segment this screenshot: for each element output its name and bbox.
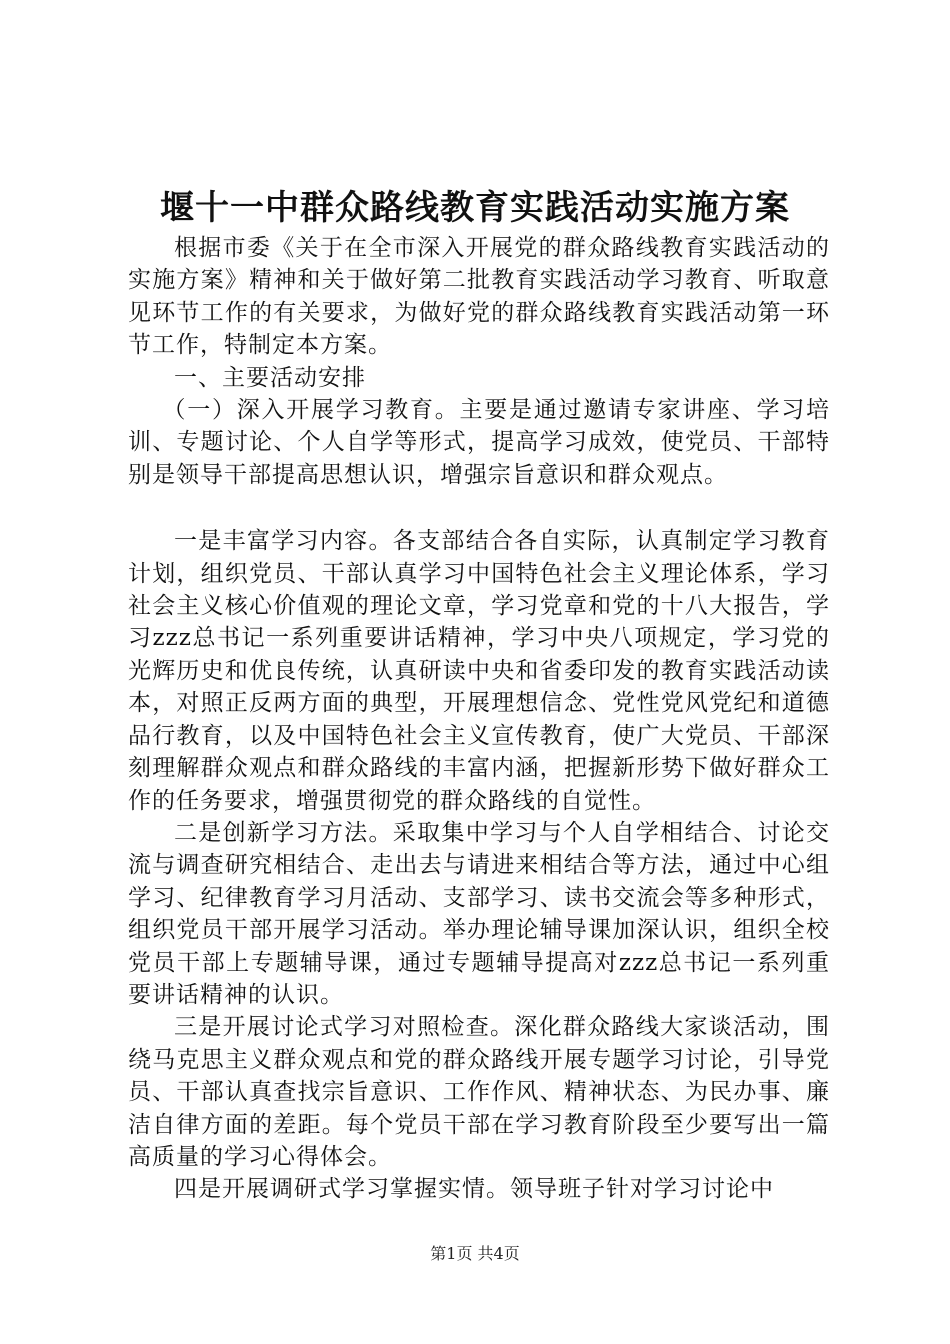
paragraph-discussion-check: 三是开展讨论式学习对照检查。深化群众路线大家谈活动，围绕马克思主义群众观点和党的群众路线开展专题学习讨论，引导党员、干部认真查找宗旨意识、工作作风、精神状态、为民办事、廉洁自律方面的差距。每个党员干部在学习教育阶段至少要写出一篇高质量的学习心得体会。 bbox=[128, 1014, 830, 1170]
page-number: 第1页 共4页 bbox=[430, 1244, 520, 1263]
paragraph-research-study: 四是开展调研式学习掌握实情。领导班子针对学习讨论中 bbox=[174, 1176, 774, 1203]
paragraph-innovate-methods: 二是创新学习方法。采取集中学习与个人自学相结合、讨论交流与调查研究相结合、走出去与请进来相结合等方法，通过中心组学习、纪律教育学习月活动、支部学习、读书交流会等多种形式，组织党员干部开展学习活动。举办理论辅导课加深认识，组织全校党员干部上专题辅导课，通过专题辅导提高对zzz总书记一系列重要讲话精神的认识。 bbox=[128, 819, 830, 1008]
paragraph-intro: 根据市委《关于在全市深入开展党的群众路线教育实践活动的实施方案》精神和关于做好第二批教育实践活动学习教育、听取意见环节工作的有关要求，为做好党的群众路线教育实践活动第一环节工作，特制定本方案。 bbox=[128, 235, 830, 359]
paragraph-study-education: （一）深入开展学习教育。主要是通过邀请专家讲座、学习培训、专题讨论、个人自学等形式，提高学习成效，使党员、干部特别是领导干部提高思想认识，增强宗旨意识和群众观点。 bbox=[128, 397, 830, 488]
document-body bbox=[128, 232, 830, 1206]
section-heading-main-activities: 一、主要活动安排 bbox=[174, 364, 366, 391]
paragraph-enrich-content: 一是丰富学习内容。各支部结合各自实际，认真制定学习教育计划，组织党员、干部认真学习中国特色社会主义理论体系，学习社会主义核心价值观的理论文章，学习党章和党的十八大报告，学习zzz总书记一系列重要讲话精神，学习中央八项规定，学习党的光辉历史和优良传统，认真研读中央和省委印发的教育实践活动读本，对照正反两方面的典型，开展理想信念、党性党风党纪和道德品行教育，以及中国特色社会主义宣传教育，使广大党员、干部深刻理解群众观点和群众路线的丰富内涵，把握新形势下做好群众工作的任务要求，增强贯彻党的群众路线的自觉性。 bbox=[128, 528, 830, 814]
document-title: 堰十一中群众路线教育实践活动实施方案 bbox=[160, 188, 790, 228]
